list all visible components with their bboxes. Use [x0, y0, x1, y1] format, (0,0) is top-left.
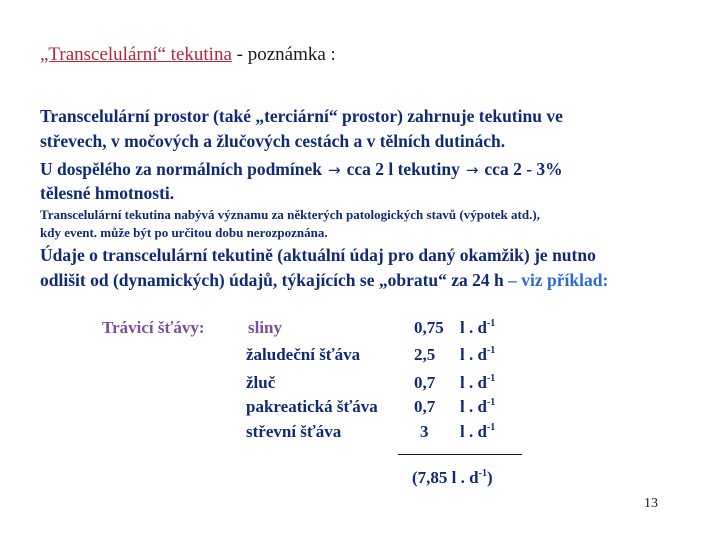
paragraph3-line2-tail: – viz příklad: — [503, 270, 609, 290]
row-value: 0,7 — [414, 397, 436, 416]
arrow-right-icon: → — [327, 161, 341, 179]
slide-title-main: „Transcelulární“ tekutina — [40, 44, 232, 65]
row-name: žluč — [246, 373, 276, 392]
row-unit: l . $d^{-1}$ — [460, 422, 496, 441]
row-unit: l . $d^{-1}$ — [460, 345, 496, 364]
sum-divider — [398, 454, 522, 455]
row-name: sliny — [248, 318, 283, 337]
paragraph2-line2: tělesné hmotnosti. — [40, 183, 175, 203]
paragraph2-mid: cca 2 l tekutiny — [346, 159, 460, 179]
row-name: žaludeční šťáva — [246, 345, 361, 364]
row-value: 3 — [420, 422, 429, 441]
slide-title — [40, 44, 336, 66]
row-name: střevní šťáva — [246, 422, 342, 441]
row-unit: l . $d^{-1}$ — [460, 318, 496, 337]
row-unit: l . $d^{-1}$ — [460, 397, 496, 416]
paragraph1-line1: Transcelulární prostor (také „terciární“ prostor) zahrnuje tekutinu ve — [40, 106, 563, 126]
table-label: Trávicí šťávy: — [102, 318, 205, 337]
paragraph3-line2-main: odlišit od (dynamických) údajů, týkajících se „obratu“ za 24 h — [40, 270, 504, 290]
page-number: 13 — [644, 496, 658, 511]
row-value: 0,75 — [414, 318, 444, 337]
total-value: (7,85 l . $d^{-1}$) — [412, 468, 493, 487]
row-name: pakreatická šťáva — [246, 397, 378, 416]
row-value: 0,7 — [414, 373, 436, 392]
arrow-right-icon: → — [465, 161, 479, 179]
slide-title-suffix: - poznámka : — [231, 44, 336, 65]
note-line1: Transcelulární tekutina nabývá významu za některých patologických stavů (výpotek atd.), — [40, 207, 540, 222]
row-unit: l . $d^{-1}$ — [460, 373, 496, 392]
paragraph1-line2: střevech, v močových a žlučových cestách a v tělních dutinách. — [40, 131, 506, 151]
paragraph3-line1: Údaje o transcelulární tekutině (aktuální údaj pro daný okamžik) je nutno — [40, 245, 596, 265]
paragraph2-suffix: cca 2 - 3% — [484, 159, 563, 179]
note-line2: kdy event. může být po určitou dobu nerozpoznána. — [40, 225, 328, 240]
paragraph2-prefix: U dospělého za normálních podmínek — [40, 159, 322, 179]
row-value: 2,5 — [414, 345, 436, 364]
paragraph3-line2 — [40, 270, 608, 291]
paragraph2-line1 — [40, 159, 563, 180]
